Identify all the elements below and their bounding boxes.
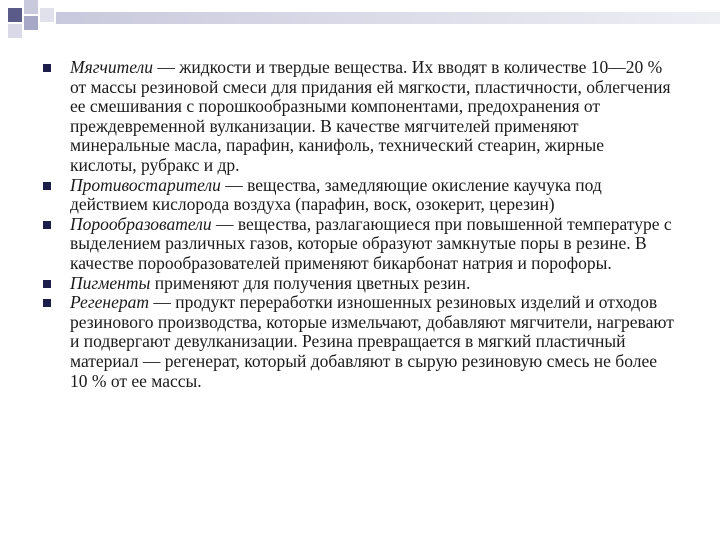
- decorative-square-icon: [24, 16, 38, 30]
- list-item: [38, 58, 674, 176]
- item-text: — вещества, замедляющие окисление каучука под действием кислорода воздуха (парафин, воск, озокерит, церезин): [70, 174, 602, 215]
- list-item: [38, 176, 674, 215]
- decorative-square-icon: [40, 8, 54, 22]
- term: Мягчители: [70, 57, 153, 77]
- square-bullet-icon: [43, 221, 51, 229]
- item-text: — вещества, разлагающиеся при повышенной температуре с выделением различных газов, которые образуют замкнутые поры в резине. В качестве порообразователей применяют бикарбонат натрия и порофоры.: [70, 213, 672, 273]
- term: Противостарители: [70, 174, 221, 195]
- decorative-square-icon: [8, 24, 22, 38]
- item-text: — продукт переработки изношенных резиновых изделий и отходов резинового производства, которые измельчают, добавляют мягчители, нагревают и подвергают девулканизации. Резина превращается в мягкий пластичный материал — регенерат, который добавляют в сырую резиновую смесь не более 10 % от ее массы.: [70, 292, 674, 391]
- slide-content: [38, 58, 674, 391]
- term: Порообразователи: [70, 213, 212, 234]
- square-bullet-icon: [43, 182, 51, 190]
- item-text: применяют для получения цветных резин.: [150, 272, 471, 293]
- decorative-top-band: [56, 12, 720, 24]
- list-item: [38, 215, 674, 274]
- list-item: [38, 293, 674, 391]
- square-bullet-icon: [43, 280, 51, 288]
- term: Регенерат: [70, 292, 150, 313]
- decorative-square-icon: [8, 8, 22, 22]
- decorative-square-icon: [24, 0, 38, 14]
- bullet-list: [38, 58, 674, 391]
- square-bullet-icon: [43, 299, 51, 307]
- item-text: — жидкости и твердые вещества. Их вводят в количестве 10—20 % от массы резиновой смеси для придания ей мягкости, пластичности, облегчения ее смешивания с порошкообразными компонентами, предохранения от преждевременной вулканизации. В качестве мягчителей применяют минеральные масла, парафин, канифоль, технический стеарин, жирные кислоты, рубракс и др.: [70, 57, 671, 175]
- square-bullet-icon: [43, 64, 51, 72]
- list-item: [38, 274, 674, 294]
- term: Пигменты: [70, 272, 151, 293]
